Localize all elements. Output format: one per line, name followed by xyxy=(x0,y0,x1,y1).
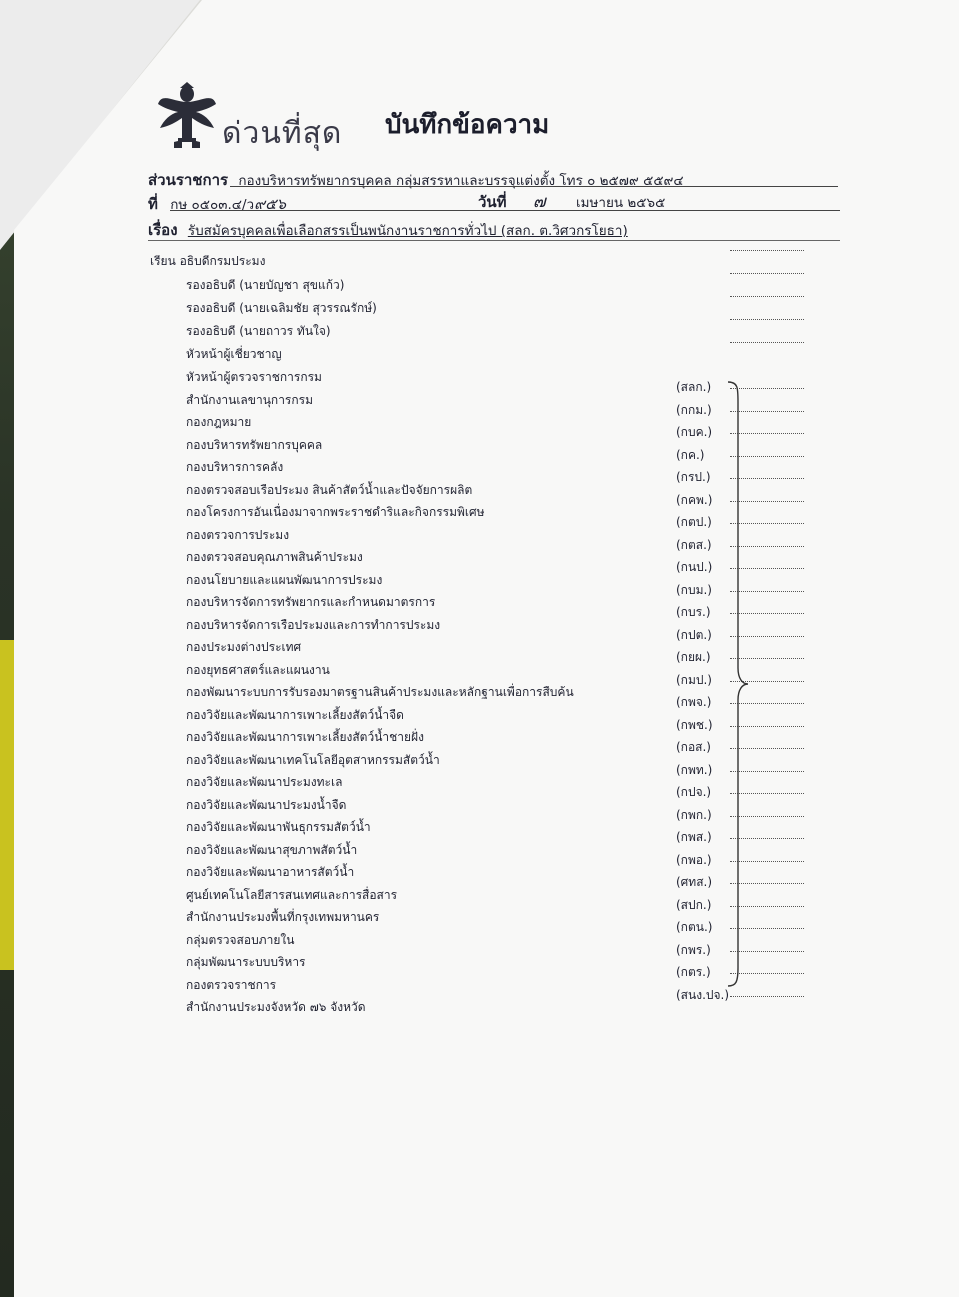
unit-abbreviation: (กพร.) xyxy=(676,942,711,957)
unit-abbreviation: (กตร.) xyxy=(676,965,711,979)
signature-dotted-line xyxy=(730,342,804,343)
date-day: ๗ xyxy=(532,192,546,212)
unit-abbreviation: (กพจ.) xyxy=(676,695,712,709)
recipient-row: สำนักงานประมงจังหวัด ๗๖ จังหวัด xyxy=(186,1000,366,1014)
recipient-row: กองบริหารทรัพยากรบุคคล xyxy=(186,437,323,452)
recipient-row: กองกฎหมาย xyxy=(186,415,252,429)
background-yellow-edge xyxy=(0,640,14,970)
signature-dotted-line xyxy=(730,296,804,297)
page-title: บันทึกข้อความ xyxy=(385,110,550,140)
grouping-brace-icon xyxy=(724,378,754,990)
recipient-row: กองวิจัยและพัฒนาสุขภาพสัตว์น้ำ xyxy=(186,842,358,857)
recipient-row: กองวิจัยและพัฒนาเทคโนโลยีอุตสาหกรรมสัตว์น้ำ xyxy=(186,752,440,767)
recipient-row: กองวิจัยและพัฒนาประมงทะเล xyxy=(186,775,343,789)
unit-abbreviation: (กค.) xyxy=(676,447,705,462)
unit-abbreviation: (กตน.) xyxy=(676,920,713,934)
agency-value: กองบริหารทรัพยากรบุคคล กลุ่มสรรหาและบรรจุแต่งตั้ง โทร ๐ ๒๕๗๙ ๕๕๙๔ xyxy=(238,173,684,189)
ref-handwritten-number: ๙๕๖ xyxy=(254,195,286,213)
subject-line xyxy=(148,218,628,242)
recipient-row: กองวิจัยและพัฒนาพันธุกรรมสัตว์น้ำ xyxy=(186,820,371,834)
ref-label: ที่ xyxy=(148,195,158,213)
recipient-row: กองวิจัยและพัฒนาการเพาะเลี้ยงสัตว์น้ำชายฝั่ง xyxy=(186,730,424,744)
unit-abbreviation: (กรป.) xyxy=(676,470,711,484)
urgency-stamp: ด่วนที่สุด xyxy=(222,116,343,151)
recipient-row: รองอธิบดี (นายถาวร ทันใจ) xyxy=(186,324,331,338)
signature-dotted-line xyxy=(730,250,804,251)
unit-abbreviation: (กพส.) xyxy=(676,830,712,844)
recipient-row: รองอธิบดี (นายบัญชา สุขแก้ว) xyxy=(186,278,345,292)
unit-abbreviation: (กบร.) xyxy=(676,605,711,619)
recipient-row: กลุ่มตรวจสอบภายใน xyxy=(186,932,295,947)
reference-underline xyxy=(170,210,840,211)
recipient-row: กองวิจัยและพัฒนาอาหารสัตว์น้ำ xyxy=(186,865,355,879)
unit-abbreviation: (กอส.) xyxy=(676,740,711,754)
recipient-row: กองโครงการอันเนื่องมาจากพระราชดำริและกิจกรรมพิเศษ xyxy=(186,505,485,519)
subject-divider xyxy=(148,240,840,241)
subject-value: รับสมัครบุคคลเพื่อเลือกสรรเป็นพนักงานราชการทั่วไป (สลก. ต.วิศวกรโยธา) xyxy=(187,223,628,239)
recipient-row: รองอธิบดี (นายเฉลิมชัย สุวรรณรักษ์) xyxy=(186,301,377,315)
subject-label: เรื่อง xyxy=(148,221,178,239)
recipient-row: กองวิจัยและพัฒนาประมงน้ำจืด xyxy=(186,797,347,812)
unit-abbreviation: (กตส.) xyxy=(676,537,712,552)
unit-abbreviation: (กพก.) xyxy=(676,807,712,822)
recipient-row: กองนโยบายและแผนพัฒนาการประมง xyxy=(186,572,383,587)
agency-underline xyxy=(230,186,838,187)
date-month-year: เมษายน ๒๕๖๕ xyxy=(575,195,666,211)
unit-abbreviation: (กปจ.) xyxy=(676,785,712,799)
recipient-row: สำนักงานประมงพื้นที่กรุงเทพมหานคร xyxy=(186,910,380,924)
signature-dotted-line xyxy=(730,996,804,997)
unit-abbreviation: (กมป.) xyxy=(676,672,712,687)
recipient-row: กองบริหารจัดการเรือประมงและการทำการประมง xyxy=(186,617,441,632)
recipient-row: กองบริหารการคลัง xyxy=(186,460,284,474)
ref-value: กษ ๐๕๐๓.๔/ว xyxy=(170,197,255,213)
unit-abbreviation: (กกม.) xyxy=(676,402,712,417)
recipient-row: กองตรวจราชการ xyxy=(186,977,277,992)
recipient-row: กองตรวจสอบคุณภาพสินค้าประมง xyxy=(186,550,363,564)
unit-abbreviation: (สลก.) xyxy=(676,380,712,394)
recipient-row: กองยุทธศาสตร์และแผนงาน xyxy=(186,662,330,677)
unit-abbreviation: (กนป.) xyxy=(676,560,713,574)
date-label: วันที่ xyxy=(478,193,507,211)
recipient-row: กองพัฒนาระบบการรับรองมาตรฐานสินค้าประมงและหลักฐานเพื่อการสืบค้น xyxy=(186,685,574,699)
recipient-row: กลุ่มพัฒนาระบบบริหาร xyxy=(186,955,306,969)
unit-abbreviation: (กปต.) xyxy=(676,627,712,642)
unit-abbreviation: (ศทส.) xyxy=(676,875,713,889)
recipient-row: กองตรวจสอบเรือประมง สินค้าสัตว์น้ำและปัจจัยการผลิต xyxy=(186,482,473,497)
unit-abbreviation: (กพช.) xyxy=(676,717,713,732)
unit-abbreviation: (กยผ.) xyxy=(676,650,711,664)
recipient-row: กองประมงต่างประเทศ xyxy=(186,640,302,654)
unit-abbreviation: (กตป.) xyxy=(676,515,712,529)
recipient-row: กองวิจัยและพัฒนาการเพาะเลี้ยงสัตว์น้ำจืด xyxy=(186,707,404,722)
unit-abbreviation: (สปก.) xyxy=(676,897,712,912)
unit-abbreviation: (กบค.) xyxy=(676,425,713,439)
recipient-row: กองบริหารจัดการทรัพยากรและกำหนดมาตรการ xyxy=(186,595,436,609)
recipient-row: ศูนย์เทคโนโลยีสารสนเทศและการสื่อสาร xyxy=(186,887,398,902)
unit-abbreviation: (กบม.) xyxy=(676,582,712,597)
recipient-row: หัวหน้าผู้ตรวจราชการกรม xyxy=(186,370,322,384)
signature-dotted-line xyxy=(730,273,804,274)
recipient-row: หัวหน้าผู้เชี่ยวชาญ xyxy=(186,347,282,361)
unit-abbreviation: (กพท.) xyxy=(676,762,713,777)
unit-abbreviation: (กคพ.) xyxy=(676,492,713,507)
recipient-row: สำนักงานเลขานุการกรม xyxy=(186,392,314,407)
recipients-intro: เรียน อธิบดีกรมประมง xyxy=(150,254,266,268)
reference-line xyxy=(148,192,286,216)
recipient-row: กองตรวจการประมง xyxy=(186,527,290,542)
agency-label: ส่วนราชการ xyxy=(148,171,229,189)
unit-abbreviation: (สนง.ปจ.) xyxy=(676,987,730,1002)
unit-abbreviation: (กพอ.) xyxy=(676,852,712,867)
garuda-emblem-icon xyxy=(156,82,218,148)
signature-dotted-line xyxy=(730,319,804,320)
